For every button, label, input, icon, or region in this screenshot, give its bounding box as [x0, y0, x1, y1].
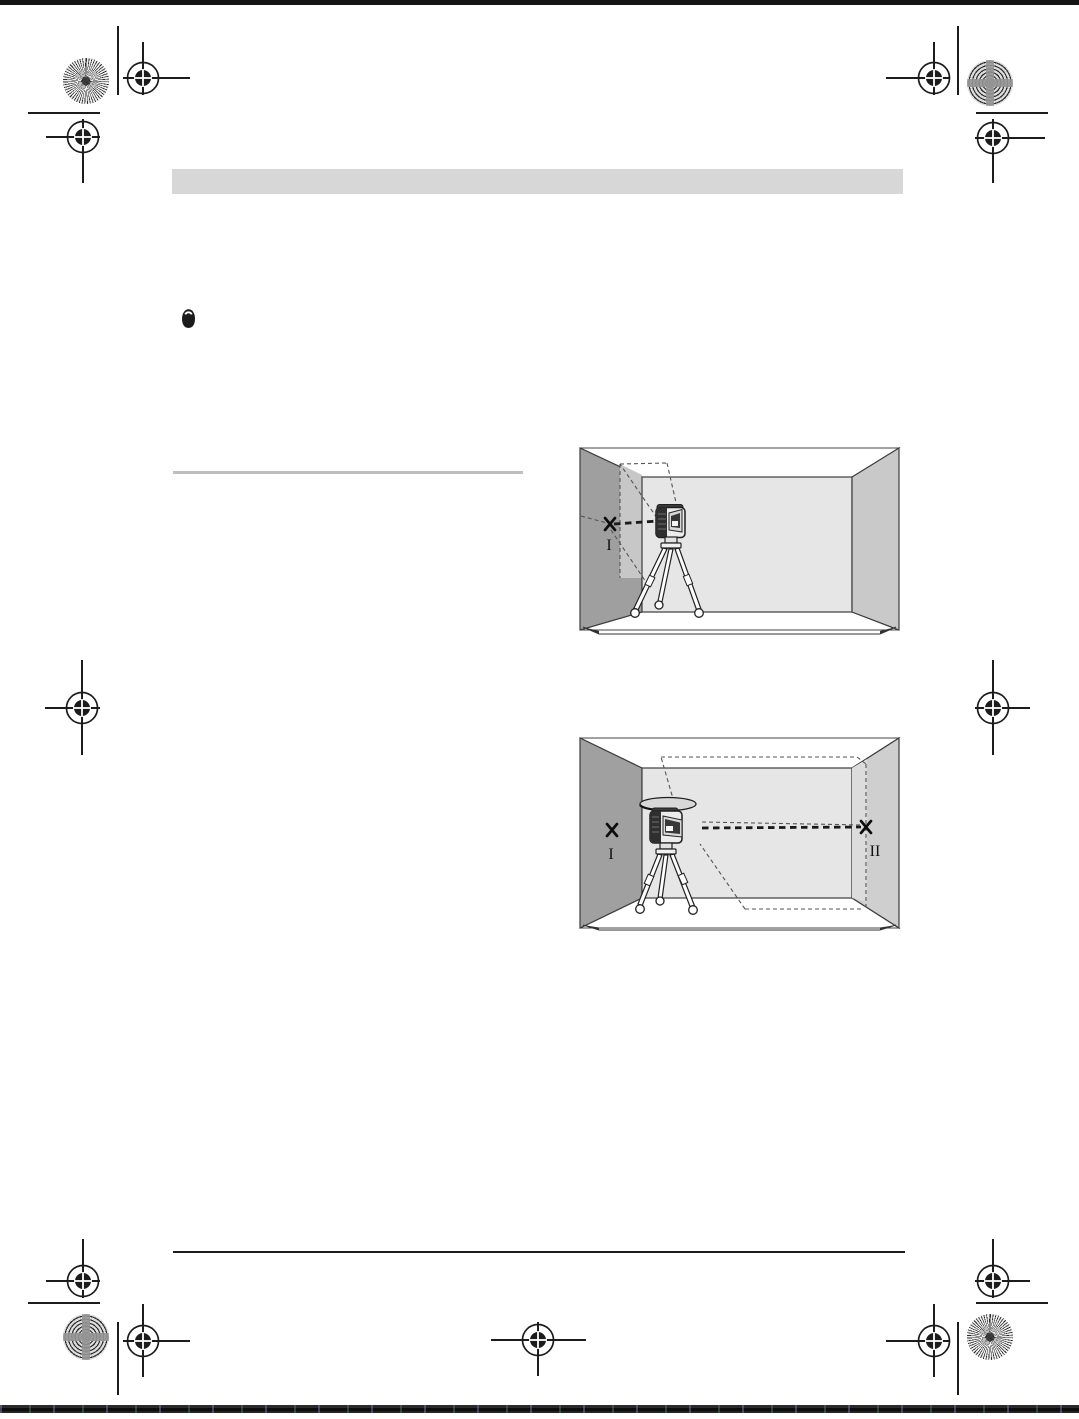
- registration-mark-icon: [973, 118, 1013, 158]
- trim-rule: [957, 1322, 959, 1395]
- registration-mark-icon: [63, 117, 103, 157]
- trim-rule: [976, 1302, 1048, 1304]
- registration-mark-icon: [518, 1320, 558, 1360]
- registration-mark-icon: [123, 58, 163, 98]
- registration-mark-icon: [62, 688, 102, 728]
- registration-mark-icon: [914, 1321, 954, 1361]
- trim-rule: [28, 1302, 100, 1304]
- mark-label-I: I: [608, 846, 614, 863]
- trim-rule: [117, 26, 119, 95]
- header-bar: [172, 169, 903, 194]
- trim-rule: [28, 112, 100, 114]
- mark-label-II: II: [869, 843, 881, 860]
- starburst-patch-icon: [63, 58, 109, 104]
- right-wall: [852, 448, 899, 630]
- registration-mark-icon: [973, 1261, 1013, 1301]
- registration-mark-icon: [914, 58, 954, 98]
- mark-label-I: I: [606, 537, 612, 554]
- registration-mark-icon: [63, 1261, 103, 1301]
- moire-patch-icon: [63, 1314, 109, 1360]
- figure-laser-rotation-check: [578, 731, 901, 935]
- bottom-color-control-strip: [0, 1405, 1079, 1413]
- trim-rule: [976, 112, 1048, 114]
- footer-rule: [173, 1251, 905, 1253]
- registration-mark-icon: [123, 1321, 163, 1361]
- starburst-patch-icon: [967, 1314, 1013, 1360]
- trim-rule: [957, 26, 959, 95]
- trim-rule: [117, 1322, 119, 1395]
- moire-patch-icon: [967, 60, 1013, 106]
- top-edge-bar: [0, 0, 1079, 5]
- section-rule: [173, 471, 523, 474]
- laser-beam-dashed: [702, 827, 861, 828]
- figure-laser-vertical-check: [578, 444, 901, 646]
- registration-mark-icon: [973, 688, 1013, 728]
- padlock-icon: [181, 308, 196, 329]
